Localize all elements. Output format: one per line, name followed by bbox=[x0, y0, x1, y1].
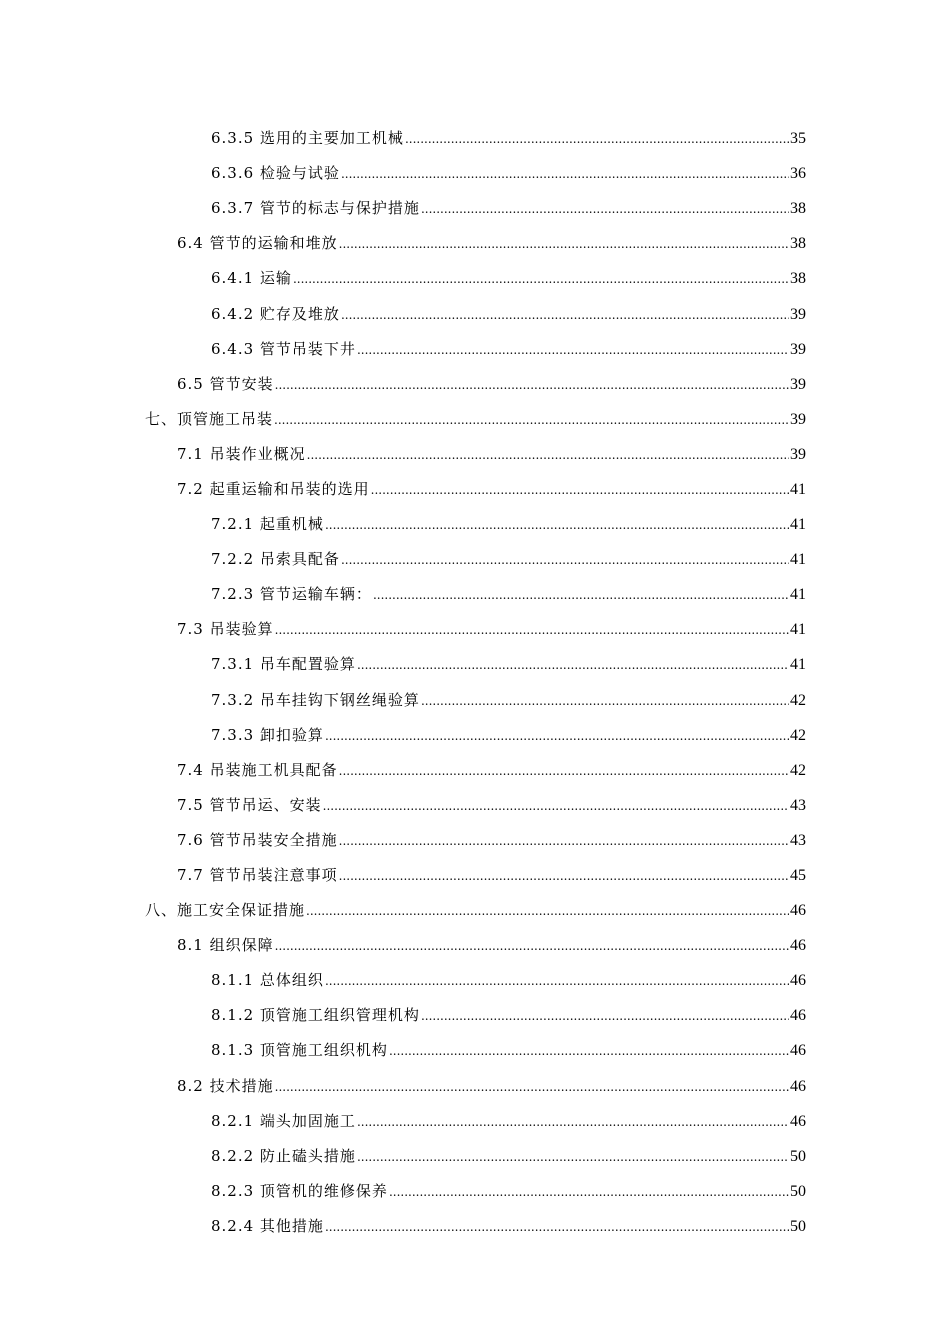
toc-entry-page-number: 46 bbox=[790, 1007, 806, 1025]
toc-entry-title: 7.3.1 吊车配置验算 bbox=[211, 655, 356, 674]
toc-entry-title: 6.3.6 检验与试验 bbox=[211, 164, 340, 183]
toc-entry-line bbox=[177, 233, 806, 254]
toc-entry-title: 7.6 管节吊装安全措施 bbox=[177, 830, 338, 849]
toc-entry-title: 7.2.3 管节运输车辆： bbox=[211, 585, 372, 604]
toc-leader-dots bbox=[421, 1006, 789, 1026]
toc-entry[interactable] bbox=[0, 753, 950, 788]
toc-entry-line bbox=[211, 725, 806, 746]
toc-entry-line bbox=[177, 865, 806, 886]
toc-entry-title: 7.2.2 吊索具配备 bbox=[211, 550, 340, 569]
toc-entry-page-number: 41 bbox=[790, 551, 806, 569]
toc-entry-page-number: 46 bbox=[790, 1112, 806, 1130]
toc-entry-page-number: 41 bbox=[790, 586, 806, 604]
toc-entry-page-number: 46 bbox=[790, 1042, 806, 1060]
toc-entry-page-number: 50 bbox=[790, 1147, 806, 1165]
toc-leader-dots bbox=[389, 1182, 789, 1202]
toc-entry-page-number: 46 bbox=[790, 937, 806, 955]
toc-entry-line bbox=[211, 198, 806, 219]
toc-entry-line bbox=[177, 374, 806, 395]
toc-entry-title: 8.2.4 其他措施 bbox=[211, 1216, 324, 1235]
toc-entry[interactable] bbox=[0, 507, 950, 542]
toc-entry[interactable] bbox=[0, 647, 950, 682]
toc-entry-title: 8.1.2 顶管施工组织管理机构 bbox=[211, 1006, 420, 1025]
toc-entry-line bbox=[177, 760, 806, 781]
toc-entry-line bbox=[177, 935, 806, 956]
toc-entry-page-number: 39 bbox=[790, 410, 806, 428]
toc-leader-dots bbox=[339, 866, 789, 886]
toc-entry[interactable] bbox=[0, 1104, 950, 1139]
toc-entry[interactable] bbox=[0, 718, 950, 753]
toc-entry[interactable] bbox=[0, 683, 950, 718]
toc-entry-line bbox=[211, 1216, 806, 1237]
toc-entry[interactable] bbox=[0, 156, 950, 191]
toc-entry-page-number: 43 bbox=[790, 796, 806, 814]
toc-entry-title: 7.3.3 卸扣验算 bbox=[211, 725, 324, 744]
toc-leader-dots bbox=[371, 480, 789, 500]
toc-entry[interactable] bbox=[0, 437, 950, 472]
toc-entry-page-number: 42 bbox=[790, 726, 806, 744]
toc-entry-line bbox=[177, 830, 806, 851]
table-of-contents bbox=[0, 121, 950, 1244]
toc-entry-title: 7.1 吊装作业概况 bbox=[177, 444, 306, 463]
toc-entry-line bbox=[211, 1181, 806, 1202]
toc-entry-page-number: 41 bbox=[790, 516, 806, 534]
toc-entry-line bbox=[177, 1076, 806, 1097]
toc-entry[interactable] bbox=[0, 472, 950, 507]
toc-entry-page-number: 38 bbox=[790, 270, 806, 288]
toc-entry-title: 6.4.2 贮存及堆放 bbox=[211, 304, 340, 323]
toc-entry[interactable] bbox=[0, 121, 950, 156]
toc-entry-page-number: 46 bbox=[790, 972, 806, 990]
toc-entry[interactable] bbox=[0, 858, 950, 893]
toc-entry-line bbox=[211, 514, 806, 535]
toc-entry-line bbox=[211, 970, 806, 991]
toc-entry-line bbox=[211, 1111, 806, 1132]
toc-entry-line bbox=[211, 163, 806, 184]
toc-leader-dots bbox=[339, 831, 789, 851]
toc-entry-line bbox=[211, 1005, 806, 1026]
toc-leader-dots bbox=[357, 655, 789, 675]
toc-entry-page-number: 39 bbox=[790, 305, 806, 323]
toc-entry[interactable] bbox=[0, 367, 950, 402]
toc-entry[interactable] bbox=[0, 332, 950, 367]
toc-entry-title: 6.4.1 运输 bbox=[211, 269, 292, 288]
toc-entry-line bbox=[211, 304, 806, 325]
toc-entry-line bbox=[211, 339, 806, 360]
toc-entry[interactable] bbox=[0, 1209, 950, 1244]
toc-entry[interactable] bbox=[0, 998, 950, 1033]
toc-leader-dots bbox=[373, 585, 789, 605]
toc-entry-page-number: 41 bbox=[790, 621, 806, 639]
toc-entry-line bbox=[177, 479, 806, 500]
toc-entry-title: 8.1.3 顶管施工组织机构 bbox=[211, 1041, 388, 1060]
toc-leader-dots bbox=[357, 340, 789, 360]
toc-entry-line bbox=[211, 1040, 806, 1061]
toc-entry[interactable] bbox=[0, 577, 950, 612]
toc-leader-dots bbox=[405, 129, 789, 149]
toc-entry-title: 8.2.3 顶管机的维修保养 bbox=[211, 1181, 388, 1200]
toc-entry[interactable] bbox=[0, 261, 950, 296]
toc-entry-page-number: 50 bbox=[790, 1217, 806, 1235]
toc-entry-page-number: 42 bbox=[790, 691, 806, 709]
toc-leader-dots bbox=[341, 164, 789, 184]
toc-entry-line bbox=[211, 128, 806, 149]
toc-entry-title: 6.5 管节安装 bbox=[177, 374, 274, 393]
toc-leader-dots bbox=[293, 269, 789, 289]
toc-entry-page-number: 39 bbox=[790, 445, 806, 463]
toc-entry-page-number: 36 bbox=[790, 165, 806, 183]
toc-entry-page-number: 38 bbox=[790, 235, 806, 253]
toc-entry-page-number: 46 bbox=[790, 1077, 806, 1095]
toc-entry-line bbox=[211, 584, 806, 605]
toc-entry-title: 7.7 管节吊装注意事项 bbox=[177, 866, 338, 885]
toc-entry-title: 7.3 吊装验算 bbox=[177, 620, 274, 639]
toc-entry-title: 八、施工安全保证措施 bbox=[145, 901, 306, 920]
toc-entry[interactable] bbox=[0, 1033, 950, 1068]
toc-entry-line bbox=[211, 549, 806, 570]
toc-leader-dots bbox=[325, 971, 789, 991]
toc-entry-title: 七、顶管施工吊装 bbox=[145, 409, 274, 428]
toc-entry-line bbox=[177, 795, 806, 816]
toc-entry-title: 7.2 起重运输和吊装的选用 bbox=[177, 479, 370, 498]
toc-entry-title: 8.1 组织保障 bbox=[177, 936, 274, 955]
toc-entry-title: 8.1.1 总体组织 bbox=[211, 971, 324, 990]
toc-leader-dots bbox=[325, 515, 789, 535]
toc-entry-page-number: 35 bbox=[790, 130, 806, 148]
toc-entry[interactable] bbox=[0, 1174, 950, 1209]
toc-entry-title: 7.2.1 起重机械 bbox=[211, 515, 324, 534]
toc-entry[interactable] bbox=[0, 402, 950, 437]
toc-entry[interactable] bbox=[0, 788, 950, 823]
toc-entry-page-number: 43 bbox=[790, 831, 806, 849]
toc-leader-dots bbox=[421, 199, 789, 219]
toc-leader-dots bbox=[389, 1041, 789, 1061]
toc-entry-page-number: 38 bbox=[790, 200, 806, 218]
toc-leader-dots bbox=[323, 796, 789, 816]
toc-leader-dots bbox=[421, 691, 789, 711]
toc-entry-title: 6.4.3 管节吊装下井 bbox=[211, 339, 356, 358]
toc-leader-dots bbox=[325, 726, 789, 746]
toc-entry[interactable] bbox=[0, 1139, 950, 1174]
toc-entry-line bbox=[145, 900, 806, 921]
toc-entry-page-number: 41 bbox=[790, 656, 806, 674]
toc-entry[interactable] bbox=[0, 191, 950, 226]
toc-entry-line bbox=[177, 619, 806, 640]
toc-entry-title: 7.3.2 吊车挂钩下钢丝绳验算 bbox=[211, 690, 420, 709]
toc-leader-dots bbox=[274, 410, 789, 430]
toc-entry-page-number: 41 bbox=[790, 480, 806, 498]
toc-entry-title: 8.2 技术措施 bbox=[177, 1076, 274, 1095]
toc-entry-line bbox=[211, 690, 806, 711]
toc-leader-dots bbox=[357, 1147, 789, 1167]
toc-leader-dots bbox=[307, 445, 789, 465]
toc-entry-line bbox=[211, 1146, 806, 1167]
toc-entry-page-number: 39 bbox=[790, 340, 806, 358]
toc-leader-dots bbox=[341, 550, 789, 570]
toc-entry[interactable] bbox=[0, 296, 950, 331]
toc-leader-dots bbox=[339, 234, 789, 254]
toc-entry[interactable] bbox=[0, 823, 950, 858]
toc-entry-title: 7.5 管节吊运、安装 bbox=[177, 795, 322, 814]
toc-entry[interactable] bbox=[0, 612, 950, 647]
toc-entry-page-number: 39 bbox=[790, 375, 806, 393]
toc-entry-page-number: 45 bbox=[790, 867, 806, 885]
toc-entry[interactable] bbox=[0, 928, 950, 963]
toc-leader-dots bbox=[275, 1077, 789, 1097]
toc-leader-dots bbox=[339, 761, 789, 781]
toc-entry-title: 6.3.7 管节的标志与保护措施 bbox=[211, 199, 420, 218]
toc-entry-line bbox=[211, 268, 806, 289]
toc-entry[interactable] bbox=[0, 963, 950, 998]
toc-entry-line bbox=[145, 409, 806, 430]
toc-leader-dots bbox=[275, 375, 789, 395]
toc-entry-line bbox=[177, 444, 806, 465]
toc-entry-page-number: 46 bbox=[790, 902, 806, 920]
toc-entry-title: 8.2.1 端头加固施工 bbox=[211, 1111, 356, 1130]
toc-leader-dots bbox=[357, 1112, 789, 1132]
toc-leader-dots bbox=[306, 901, 789, 921]
toc-entry-page-number: 42 bbox=[790, 761, 806, 779]
toc-entry[interactable] bbox=[0, 1069, 950, 1104]
toc-entry-title: 8.2.2 防止磕头措施 bbox=[211, 1146, 356, 1165]
toc-entry-title: 6.4 管节的运输和堆放 bbox=[177, 234, 338, 253]
toc-entry[interactable] bbox=[0, 542, 950, 577]
toc-entry-title: 7.4 吊装施工机具配备 bbox=[177, 760, 338, 779]
toc-leader-dots bbox=[275, 936, 789, 956]
toc-entry-line bbox=[211, 654, 806, 675]
toc-leader-dots bbox=[341, 305, 789, 325]
toc-entry-page-number: 50 bbox=[790, 1182, 806, 1200]
toc-entry-title: 6.3.5 选用的主要加工机械 bbox=[211, 129, 404, 148]
toc-leader-dots bbox=[275, 620, 789, 640]
toc-entry[interactable] bbox=[0, 226, 950, 261]
toc-entry[interactable] bbox=[0, 893, 950, 928]
toc-leader-dots bbox=[325, 1217, 789, 1237]
